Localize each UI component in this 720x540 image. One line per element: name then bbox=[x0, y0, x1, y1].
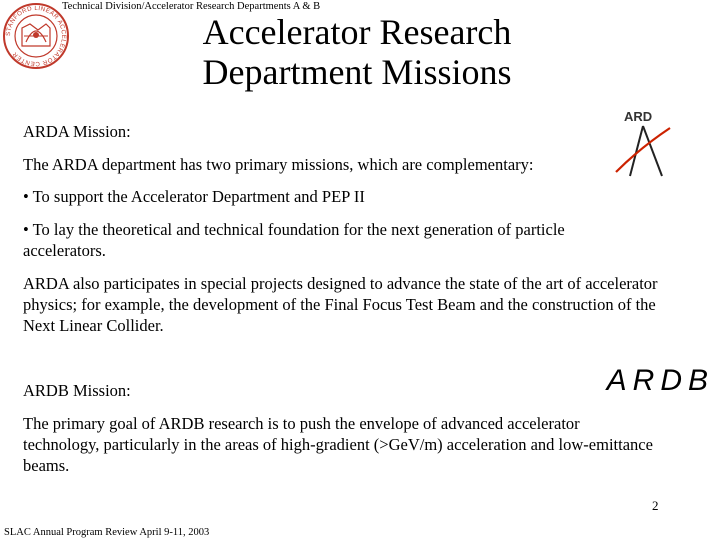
title-line-2: Department Missions bbox=[202, 52, 512, 92]
ardb-body: The primary goal of ARDB research is to push the envelope of advanced accelerator technology, particularly in the areas of high-gradient (>GeV/m) acceleration and low-emittance beams. bbox=[23, 414, 653, 475]
ardb-heading: ARDB Mission: bbox=[23, 381, 131, 400]
arda-heading: ARDA Mission: bbox=[23, 122, 131, 141]
seal-text: STANFORD LINEAR ACCELERATOR CENTER bbox=[4, 4, 68, 68]
ard-logo bbox=[610, 108, 672, 180]
division-header: Technical Division/Accelerator Research Departments A & B bbox=[62, 1, 321, 12]
page-number: 2 bbox=[652, 498, 659, 513]
page-title bbox=[150, 12, 564, 92]
ardb-logo: ARDB bbox=[606, 364, 714, 397]
ard-logo-text: ARD bbox=[624, 109, 653, 124]
arda-bullet-2: • To lay the theoretical and technical foundation for the next generation of particle accelerators. bbox=[23, 220, 565, 260]
arda-intro: The ARDA department has two primary missions, which are complementary: bbox=[23, 155, 534, 174]
footer-text: SLAC Annual Program Review April 9-11, 2003 bbox=[4, 527, 210, 538]
arda-bullet-1: • To support the Accelerator Department and PEP II bbox=[23, 187, 365, 206]
slac-seal-logo bbox=[2, 2, 70, 70]
arda-extra: ARDA also participates in special projects designed to advance the state of the art of accelerator physics; for example, the development of the Final Focus Test Beam and the construction of the Next Linear Collider. bbox=[23, 274, 658, 335]
title-line-1: Accelerator Research bbox=[202, 12, 512, 52]
